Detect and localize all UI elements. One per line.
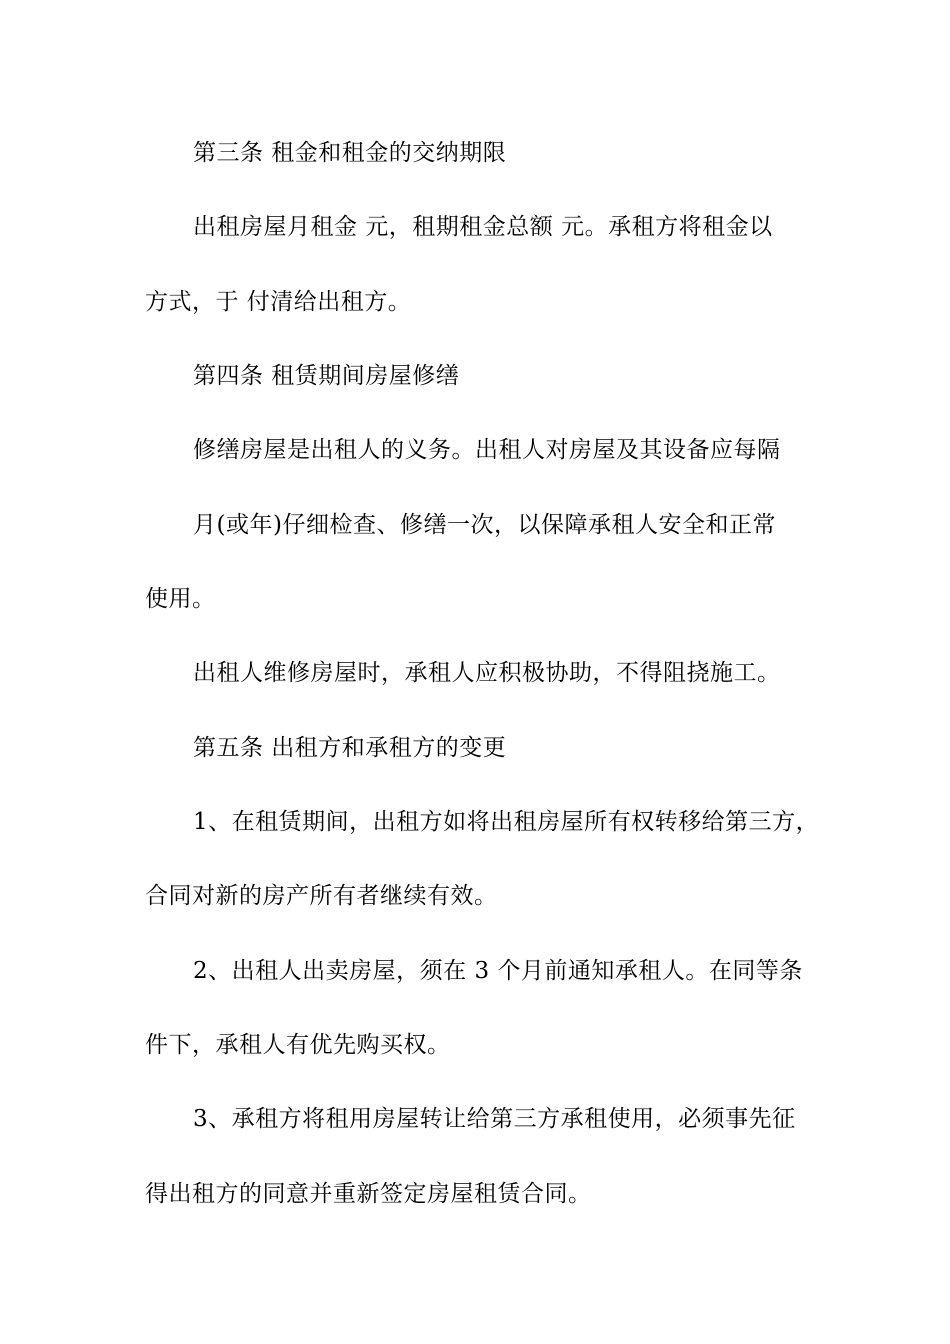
paragraph-line: 出租人维修房屋时，承租人应积极协助，不得阻挠施工。 [193, 660, 781, 686]
paragraph-line: 2、出租人出卖房屋，须在 3 个月前通知承租人。在同等条 [193, 958, 803, 984]
article-3-heading: 第三条 租金和租金的交纳期限 [193, 140, 507, 166]
paragraph-line: 1、在租赁期间，出租方如将出租房屋所有权转移给第三方， [193, 809, 820, 835]
paragraph-line: 合同对新的房产所有者继续有效。 [145, 883, 498, 909]
paragraph-line: 使用。 [145, 586, 216, 612]
paragraph-line: 月(或年)仔细检查、修缮一次，以保障承租人安全和正常 [193, 512, 776, 538]
paragraph-line: 得出租方的同意并重新签定房屋租赁合同。 [145, 1181, 592, 1207]
article-5-heading: 第五条 出租方和承租方的变更 [193, 735, 507, 761]
paragraph-line: 修缮房屋是出租人的义务。出租人对房屋及其设备应每隔 [193, 437, 781, 463]
paragraph-line: 方式，于 付清给出租方。 [145, 289, 412, 315]
paragraph-line: 出租房屋月租金 元，租期租金总额 元。承租方将租金以 [193, 214, 773, 240]
paragraph-line: 件下，承租人有优先购买权。 [145, 1032, 451, 1058]
paragraph-line: 3、承租方将租用房屋转让给第三方承租使用，必须事先征 [193, 1106, 796, 1132]
article-4-heading: 第四条 租赁期间房屋修缮 [193, 363, 460, 389]
